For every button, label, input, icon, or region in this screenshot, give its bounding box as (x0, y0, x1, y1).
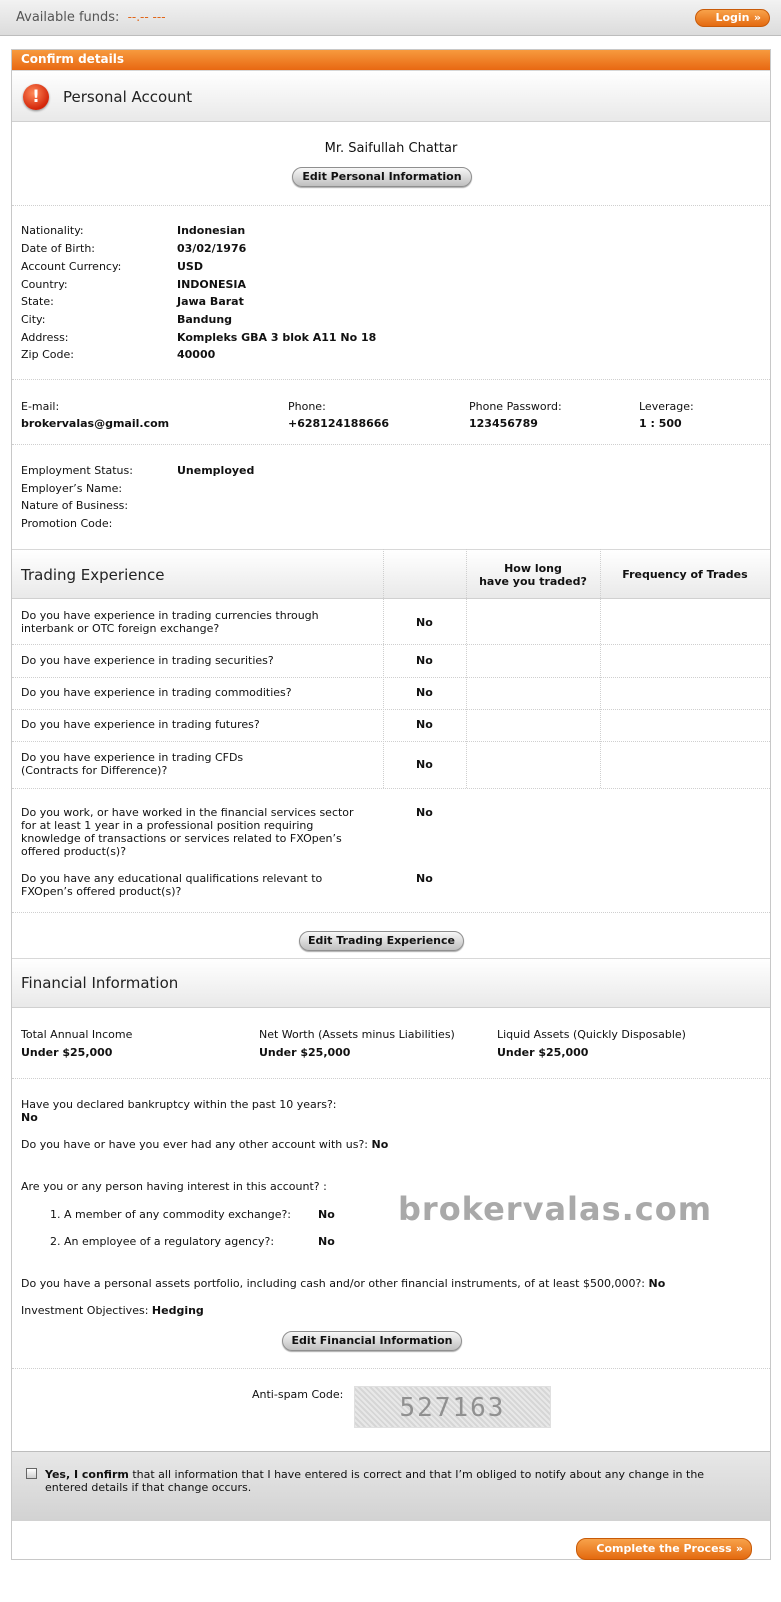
email-value: brokervalas@gmail.com (21, 417, 170, 430)
trading-experience-title: Trading Experience (21, 566, 165, 584)
question-line: knowledge of transactions or services related to FXOpen’s (21, 832, 342, 845)
field-label: Promotion Code: (21, 517, 113, 530)
trading-experience-header (12, 549, 770, 599)
column-divider (383, 549, 384, 788)
answer-value: No (416, 872, 433, 885)
field-label: Nationality: (21, 224, 84, 237)
personal-account-header (12, 70, 770, 122)
field-label: State: (21, 295, 54, 308)
divider (12, 1368, 770, 1369)
login-button[interactable] (695, 9, 770, 27)
divider (12, 788, 770, 789)
question-text: Do you have experience in trading securities? (21, 654, 274, 667)
field-label: City: (21, 313, 46, 326)
field-value: Unemployed (177, 464, 255, 477)
other-account-question (21, 1138, 388, 1151)
antispam-label: Anti-spam Code: (252, 1388, 344, 1401)
bankruptcy-answer: No (21, 1111, 38, 1124)
chevron-right-icon: » (735, 1542, 743, 1555)
phone-password-label: Phone Password: (469, 400, 562, 413)
interest-item-1: 1. A member of any commodity exchange?: (50, 1208, 292, 1221)
interest-item-1-answer: No (318, 1208, 335, 1221)
portfolio-answer: No (648, 1277, 666, 1290)
answer-value: No (416, 806, 433, 819)
divider (12, 912, 770, 913)
confirm-checkbox[interactable] (26, 1468, 37, 1479)
divider (12, 644, 770, 645)
panel-title: Confirm details (12, 50, 770, 70)
question-text: Do you have experience in trading commodities? (21, 686, 292, 699)
total-income-value: Under $25,000 (21, 1046, 113, 1059)
leverage-label: Leverage: (639, 400, 694, 413)
how-long-line1: How long (504, 562, 562, 575)
divider (12, 677, 770, 678)
divider (12, 205, 770, 206)
question-text (21, 806, 381, 858)
field-value: Kompleks GBA 3 blok A11 No 18 (177, 331, 377, 344)
investment-objectives (21, 1304, 204, 1317)
field-label: Country: (21, 278, 68, 291)
personal-account-title: Personal Account (63, 88, 193, 106)
divider (12, 709, 770, 710)
confirm-line1: that all information that I have entered is correct and that I’m obliged to notify about any change in the (132, 1468, 705, 1481)
field-value: 03/02/1976 (177, 242, 247, 255)
answer-value: No (416, 718, 433, 731)
interest-question: Are you or any person having interest in this account? : (21, 1180, 327, 1193)
question-line: Do you work, or have worked in the financial services sector (21, 806, 354, 819)
answer-value: No (416, 616, 433, 629)
financial-information-title: Financial Information (21, 974, 179, 992)
edit-trading-experience-button[interactable]: Edit Trading Experience (299, 931, 464, 951)
complete-process-label: Complete the Process (596, 1542, 732, 1555)
email-label: E-mail: (21, 400, 60, 413)
edit-personal-information-button[interactable]: Edit Personal Information (292, 167, 472, 187)
interest-item-2-answer: No (318, 1235, 335, 1248)
leverage-value: 1 : 500 (639, 417, 682, 430)
confirm-text (45, 1468, 704, 1494)
answer-value: No (416, 758, 433, 771)
edit-financial-information-button[interactable]: Edit Financial Information (282, 1331, 462, 1351)
question-line: for at least 1 year in a professional position requiring (21, 819, 314, 832)
answer-value: No (416, 686, 433, 699)
phone-value: +628124188666 (288, 417, 390, 430)
field-label: Zip Code: (21, 348, 74, 361)
how-long-line2: have you traded? (479, 575, 587, 588)
field-label: Account Currency: (21, 260, 122, 273)
available-funds-label: Available funds: (16, 10, 120, 25)
field-label: Address: (21, 331, 69, 344)
question-line: Do you have any educational qualifications relevant to (21, 872, 323, 885)
available-funds-value: --.-- --- (127, 10, 166, 24)
column-divider (466, 549, 467, 788)
interest-item-2: 2. An employee of a regulatory agency?: (50, 1235, 275, 1248)
financial-information-header (12, 958, 770, 1008)
question-line: offered product(s)? (21, 845, 127, 858)
other-account-text: Do you have or have you ever had any other account with us?: (21, 1138, 369, 1151)
question-line: (Contracts for Difference)? (21, 764, 168, 777)
complete-process-button[interactable] (576, 1538, 752, 1560)
field-label: Date of Birth: (21, 242, 96, 255)
bankruptcy-question: Have you declared bankruptcy within the past 10 years?: (21, 1098, 337, 1111)
divider (12, 379, 770, 380)
how-long-header (466, 562, 600, 588)
field-label: Employer’s Name: (21, 482, 123, 495)
field-label: Employment Status: (21, 464, 133, 477)
column-divider (600, 549, 601, 788)
question-text: Do you have experience in trading futures? (21, 718, 260, 731)
question-line: Do you have experience in trading currencies through (21, 609, 319, 622)
field-value: 40000 (177, 348, 216, 361)
field-value: Jawa Barat (177, 295, 244, 308)
account-holder-name: Mr. Saifullah Chattar (324, 141, 458, 156)
antispam-captcha-image: 527163 (354, 1386, 551, 1428)
confirm-bar (12, 1451, 770, 1521)
field-label: Nature of Business: (21, 499, 129, 512)
net-worth-value: Under $25,000 (259, 1046, 351, 1059)
divider (12, 741, 770, 742)
liquid-assets-value: Under $25,000 (497, 1046, 589, 1059)
confirm-bold: Yes, I confirm (45, 1468, 129, 1481)
question-text (21, 872, 381, 898)
confirm-line2: entered details if that change occurs. (45, 1481, 252, 1494)
field-value: Bandung (177, 313, 233, 326)
available-funds (16, 10, 166, 25)
question-text (21, 751, 381, 777)
question-line: interbank or OTC foreign exchange? (21, 622, 220, 635)
other-account-answer: No (371, 1138, 389, 1151)
frequency-header: Frequency of Trades (622, 568, 748, 581)
phone-label: Phone: (288, 400, 326, 413)
confirm-details-panel (11, 49, 771, 1560)
top-bar (0, 0, 781, 36)
phone-password-value: 123456789 (469, 417, 538, 430)
field-value: INDONESIA (177, 278, 247, 291)
total-income-label: Total Annual Income (21, 1028, 133, 1041)
alert-icon: ! (23, 84, 49, 110)
net-worth-label: Net Worth (Assets minus Liabilities) (259, 1028, 455, 1041)
liquid-assets-label: Liquid Assets (Quickly Disposable) (497, 1028, 686, 1041)
watermark-text: brokervalas.com (398, 1190, 713, 1228)
portfolio-question (21, 1277, 665, 1290)
chevron-right-icon: » (753, 11, 761, 24)
field-value: Indonesian (177, 224, 246, 237)
question-line: Do you have experience in trading CFDs (21, 751, 244, 764)
login-label: Login (715, 11, 750, 24)
divider (12, 1078, 770, 1079)
question-line: FXOpen’s offered product(s)? (21, 885, 182, 898)
portfolio-text: Do you have a personal assets portfolio, including cash and/or other financial instruments, of at least $500,000?: (21, 1277, 646, 1290)
answer-value: No (416, 654, 433, 667)
field-value: USD (177, 260, 203, 273)
question-text (21, 609, 381, 635)
investment-objectives-value: Hedging (151, 1304, 204, 1317)
divider (12, 444, 770, 445)
investment-objectives-label: Investment Objectives: (21, 1304, 149, 1317)
